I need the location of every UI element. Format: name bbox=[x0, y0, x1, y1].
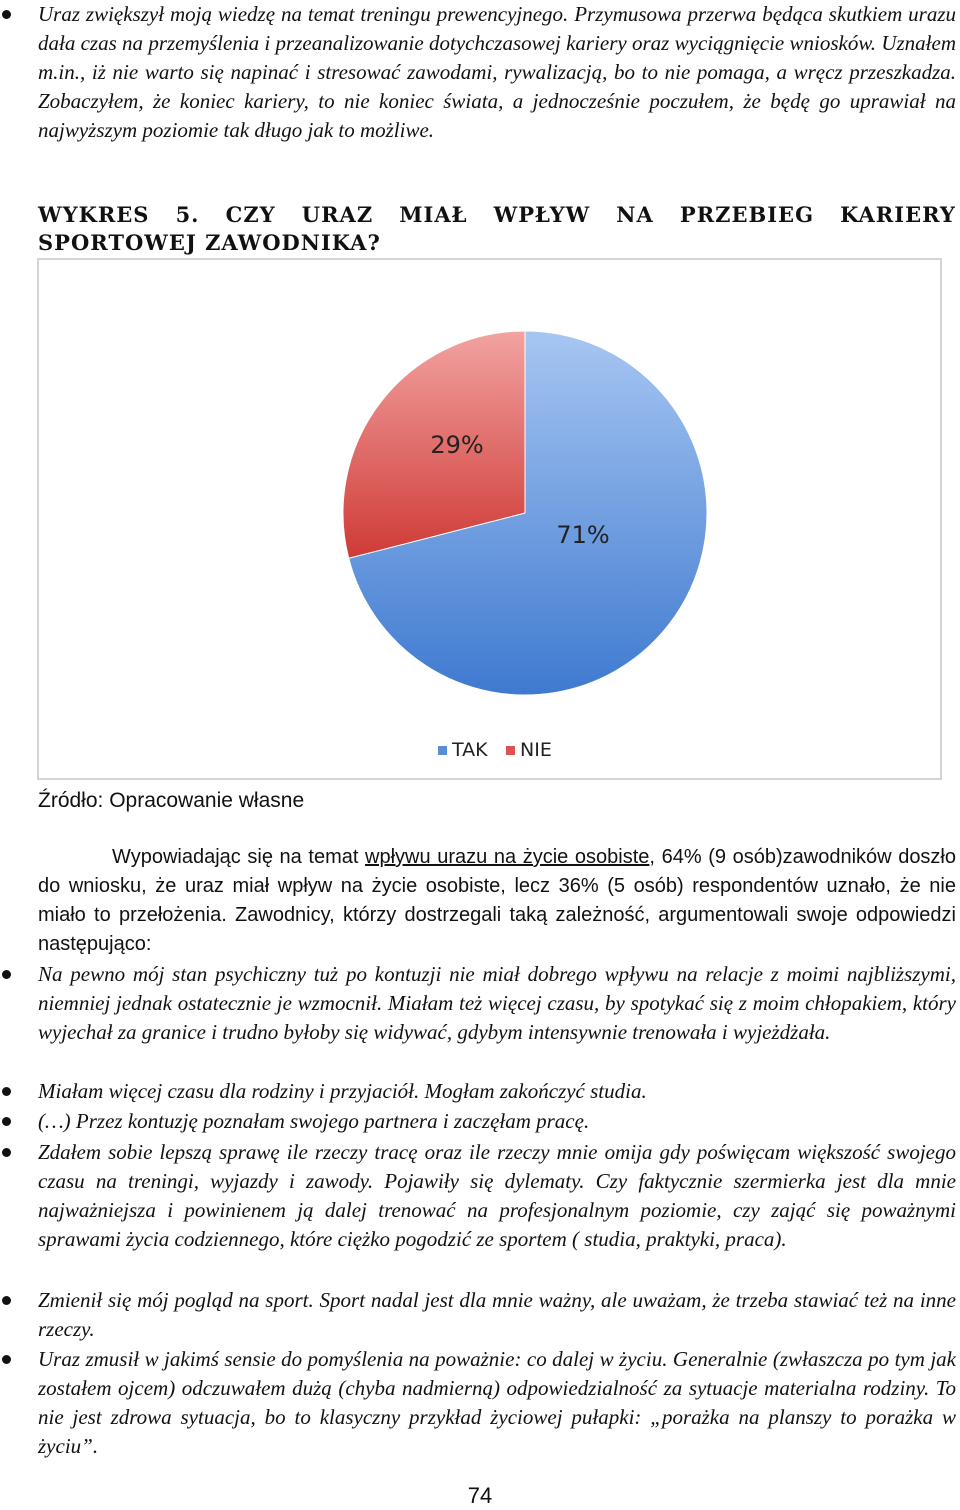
heading-word: WPŁYW bbox=[493, 202, 591, 227]
quote-text: Zmienił się mój pogląd na sport. Sport nadal jest dla mnie ważny, ale uważam, że trzeba stawiać też na inne rzeczy. bbox=[38, 1288, 956, 1341]
quote-text: Uraz zmusił w jakimś sensie do pomyślenia na poważnie: co dalej w życiu. Generalnie (zwłaszcza po tym jak zostałem ojcem) odczuwałem dużą (chyba nadmierną) odpowiedzialność za sytuacje materialna rodziny. To nie jest zdrowa sytuacja, bo to klasyczny przykład życiowej pułapki: „porażka na planszy to porażka w życiu”. bbox=[38, 1347, 956, 1458]
heading-word: KARIERY bbox=[840, 202, 956, 227]
body-part1: Wypowiadając się na temat bbox=[112, 846, 366, 868]
body-paragraph bbox=[38, 843, 956, 959]
legend-label: NIE bbox=[520, 739, 552, 761]
bullet-dot bbox=[2, 1355, 11, 1364]
chart-heading-line2: SPORTOWEJ ZAWODNIKA? bbox=[38, 230, 381, 255]
quote-bullet-5 bbox=[38, 1286, 956, 1344]
chart-heading bbox=[38, 201, 956, 257]
quote-bullet-1 bbox=[38, 960, 956, 1047]
quote-text: (…) Przez kontuzję poznałam swojego partnera i zaczęłam pracę. bbox=[38, 1109, 590, 1133]
legend-swatch bbox=[438, 746, 447, 755]
bullet-dot bbox=[2, 1087, 11, 1096]
page-number: 74 bbox=[467, 1483, 493, 1508]
chart-source: Źródło: Opracowanie własne bbox=[38, 789, 305, 812]
legend-label: TAK bbox=[452, 739, 488, 761]
bullet-dot bbox=[2, 10, 11, 19]
bullet-dot bbox=[2, 1148, 11, 1157]
intro-bullet-text: Uraz zwiększył moją wiedzę na temat treningu prewencyjnego. Przymusowa przerwa będąca skutkiem urazu dała czas na przemyślenia i przeanalizowanie dotychczasowej kariery oraz wyciągnięcie wniosków. Uznałem m.in., iż nie warto się napinać i stresować zawodami, rywalizacją, bo to nie pomaga, a wręcz przeszkadza. Zobaczyłem, że koniec kariery, to nie koniec świata, a jednocześnie poczułem, że będę go uprawiał na najwyższym poziomie tak długo jak to możliwe. bbox=[38, 2, 956, 142]
heading-word: CZY bbox=[225, 202, 276, 227]
quote-bullet-3 bbox=[38, 1107, 956, 1136]
pie-chart bbox=[39, 260, 940, 778]
quote-text: Na pewno mój stan psychiczny tuż po kontuzji nie miał dobrego wpływu na relacje z moimi najbliższymi, niemniej jednak ostatecznie je wzmocnił. Miałam też więcej czasu, by spotykać się z moim chłopakiem, który wyjechał za granice i trudno byłoby się widywać, gdybym intensywnie trenowała i wyjeżdżała. bbox=[38, 962, 956, 1044]
heading-word: 5. bbox=[175, 202, 200, 227]
body-underlined-phrase: wpływu urazu na życie osobiste bbox=[365, 846, 650, 868]
legend-swatch bbox=[506, 746, 515, 755]
body-part2: , 64% (9 osób)zawodników doszło do wniosku, że uraz miał wpływ na życie osobiste, lecz 36% (5 osób) respondentów uznało, że nie miało to przełożenia. Zawodnicy, którzy dostrzegali taką zależność, argumentowali swoje odpowiedzi następująco: bbox=[38, 846, 957, 955]
heading-word: PRZEBIEG bbox=[679, 202, 814, 227]
heading-word: WYKRES bbox=[38, 202, 150, 227]
bullet-dot bbox=[2, 1296, 11, 1305]
pie-data-label: 29% bbox=[430, 431, 484, 459]
quote-text: Zdałem sobie lepszą sprawę ile rzeczy tracę oraz ile rzeczy mnie omija gdy poświęcam większość swojego czasu na treningi, wyjazdy i zawody. Pojawiły się dylematy. Czy faktycznie szermierka jest dla mnie najważniejsza i powinienem ją dalej trenować na profesjonalnym poziomie, czy zająć się poważnymi sprawami życia codziennego, które ciężko pogodzić ze sportem ( studia, praktyki, praca). bbox=[38, 1140, 956, 1251]
heading-word: NA bbox=[616, 202, 654, 227]
intro-bullet bbox=[38, 0, 956, 145]
heading-word: MIAŁ bbox=[399, 202, 468, 227]
pie-chart-frame bbox=[37, 258, 942, 780]
heading-word: URAZ bbox=[301, 202, 374, 227]
chart-heading-line1 bbox=[38, 201, 956, 229]
quote-bullet-6 bbox=[38, 1345, 956, 1461]
bullet-dot bbox=[2, 970, 11, 979]
quote-text: Miałam więcej czasu dla rodziny i przyjaciół. Mogłam zakończyć studia. bbox=[38, 1079, 647, 1103]
bullet-dot bbox=[2, 1117, 11, 1126]
quote-bullet-2 bbox=[38, 1077, 956, 1106]
quote-bullet-4 bbox=[38, 1138, 956, 1254]
pie-data-label: 71% bbox=[556, 521, 610, 549]
